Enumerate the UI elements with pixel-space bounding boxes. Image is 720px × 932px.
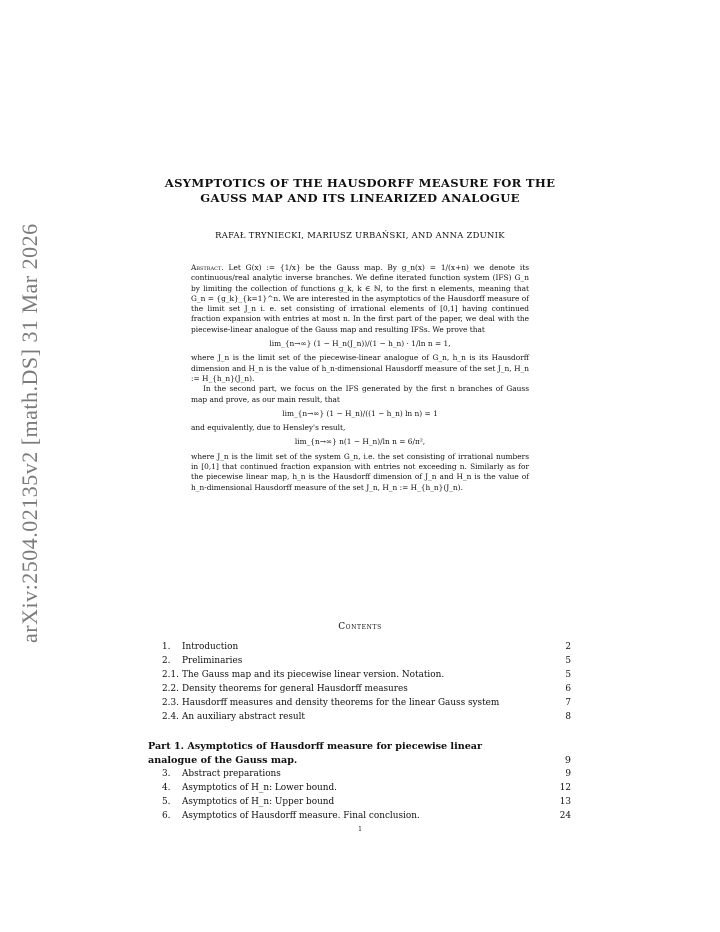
page-number: 1 xyxy=(358,826,362,833)
toc-page: 5 xyxy=(565,670,571,680)
abstract xyxy=(191,263,529,493)
toc-title[interactable]: Density theorems for general Hausdorff measures xyxy=(182,684,408,694)
part-1-line-1: Part 1. Asymptotics of Hausdorff measure for piecewise linear xyxy=(148,741,483,752)
toc-item[interactable] xyxy=(148,712,571,725)
abstract-paragraph-5: where J_n is the limit set of the system G_n, i.e. the set consisting of irrational numbers in [0,1] that continued fraction expansion with entries not exceeding n. Similarly as for the piecewise linear map, h_n is the Hausdorff dimension of J_n and H_n is the value of h_n-dimensional Hausdorff measure of the set J_n, H_n := H_{h_n}(J_n). xyxy=(191,451,529,492)
toc-item[interactable] xyxy=(148,642,571,655)
toc-number: 1. xyxy=(162,642,171,652)
toc-title[interactable]: Asymptotics of Hausdorff measure. Final conclusion. xyxy=(182,811,420,821)
title-line-2: GAUSS MAP AND ITS LINEARIZED ANALOGUE xyxy=(200,191,520,205)
toc-number: 2.1. xyxy=(162,670,179,680)
toc-page: 12 xyxy=(559,783,571,793)
toc-page: 7 xyxy=(565,698,571,708)
toc-title[interactable]: Abstract preparations xyxy=(182,769,281,779)
title-line-1: ASYMPTOTICS OF THE HAUSDORFF MEASURE FOR THE xyxy=(164,176,556,190)
toc-item[interactable] xyxy=(148,811,571,824)
toc-page: 9 xyxy=(565,769,571,779)
toc-page: 13 xyxy=(559,797,571,807)
abstract-paragraph-3: In the second part, we focus on the IFS generated by the first n branches of Gauss map and prove, as our main result, that xyxy=(191,384,529,404)
contents-heading: Contents xyxy=(338,622,382,632)
toc-page: 8 xyxy=(565,712,571,722)
toc-title[interactable]: Asymptotics of H_n: Lower bound. xyxy=(182,783,337,793)
toc-title[interactable]: Introduction xyxy=(182,642,239,652)
part-1-page: 9 xyxy=(564,755,571,766)
toc-item[interactable] xyxy=(148,769,571,782)
toc-number: 2.3. xyxy=(162,698,179,708)
toc-page: 5 xyxy=(565,656,571,666)
toc-item[interactable] xyxy=(148,670,571,683)
toc-page: 6 xyxy=(565,684,571,694)
equation-3: lim_{n→∞} n(1 − H_n)/ln n = 6/π², xyxy=(294,437,426,447)
part-1-line-2: analogue of the Gauss map. xyxy=(148,755,298,766)
abstract-paragraph-4: and equivalently, due to Hensley's result, xyxy=(191,423,346,433)
authors: RAFAŁ TRYNIECKI, MARIUSZ URBAŃSKI, AND ANNA ZDUNIK xyxy=(215,230,505,240)
toc-number: 2. xyxy=(162,656,171,666)
toc-number: 3. xyxy=(162,769,171,779)
toc-item[interactable] xyxy=(148,783,571,796)
arxiv-stamp: arXiv:2504.02135v2 [math.DS] 31 Mar 2026 xyxy=(17,223,42,643)
toc-number: 2.2. xyxy=(162,684,179,694)
toc-number: 4. xyxy=(162,783,171,793)
toc-title[interactable]: Preliminaries xyxy=(182,656,243,666)
paper-title xyxy=(150,176,570,206)
toc-number: 5. xyxy=(162,797,171,807)
toc-item[interactable] xyxy=(148,797,571,810)
abstract-paragraph-1 xyxy=(191,263,529,335)
abstract-label: Abstract. xyxy=(191,263,224,272)
toc-item[interactable] xyxy=(148,698,571,711)
part-1-heading[interactable] xyxy=(148,740,571,768)
toc-title[interactable]: Asymptotics of H_n: Upper bound xyxy=(182,797,335,807)
toc-item[interactable] xyxy=(148,684,571,697)
abstract-text-1: Let G(x) := {1/x} be the Gauss map. By g_n(x) = 1/(x+n) we denote its continuous/real analytic inverse branches. We define iterated function system (IFS) G_n by limiting the collection of functions g_k, k ∈ ℕ, to the first n elements, meaning that G_n = {g_k}_{k=1}^n. We are interested in the asymptotics of the Hausdorff measure of the limit set J_n i. e. set consisting of irrational elements of [0,1] having continued fraction expansion with entries at most n. In the first part of the paper, we deal with the piecewise-linear analogue of the Gauss map and resulting IFSs. We prove that xyxy=(191,263,529,334)
toc-page: 2 xyxy=(565,642,571,652)
toc-title[interactable]: Hausdorff measures and density theorems for the linear Gauss system xyxy=(182,698,500,708)
equation-1: lim_{n→∞} (1 − H_n(J_n))/(1 − h_n) · 1/ln n = 1, xyxy=(269,339,451,349)
toc-page: 24 xyxy=(559,811,571,821)
equation-2: lim_{n→∞} (1 − H_n)/((1 − h_n) ln n) = 1 xyxy=(282,408,438,418)
toc-title[interactable]: The Gauss map and its piecewise linear version. Notation. xyxy=(182,670,445,680)
toc-number: 6. xyxy=(162,811,171,821)
toc-title[interactable]: An auxiliary abstract result xyxy=(182,712,305,722)
toc-number: 2.4. xyxy=(162,712,179,722)
toc-item[interactable] xyxy=(148,656,571,669)
abstract-paragraph-2: where J_n is the limit set of the piecewise-linear analogue of G_n, h_n is its Hausdorff dimension and H_n is the value of h_n-dimensional Hausdorff measure of the set J_n, H_n := H_{h_n}(J_n). xyxy=(191,353,529,383)
